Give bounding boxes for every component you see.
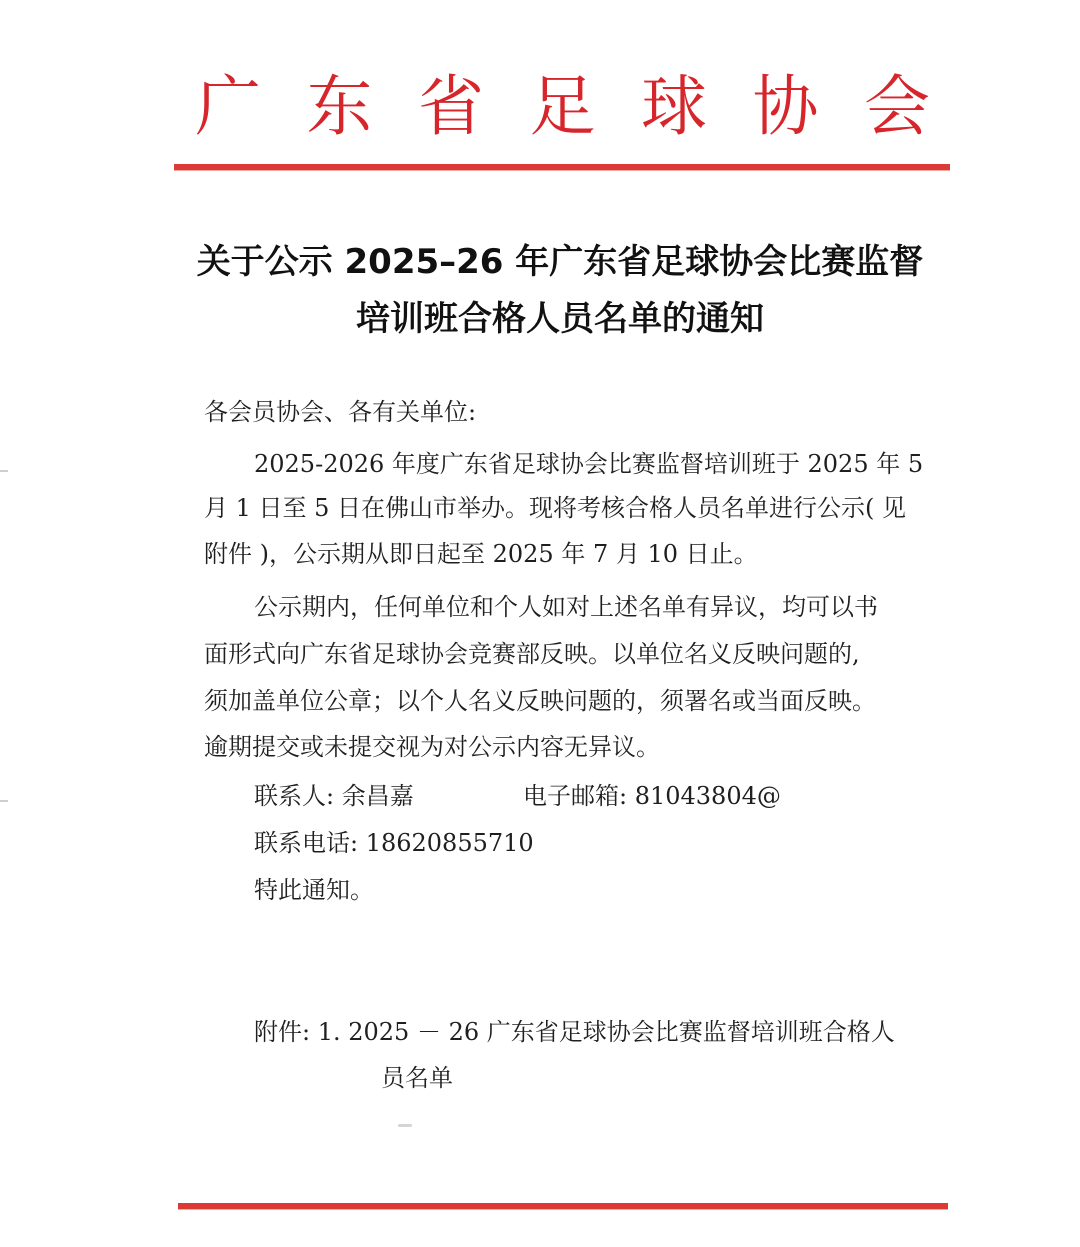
contact-person: 联系人: 余昌嘉: [254, 782, 414, 810]
paragraph-2-line: 公示期内，任何单位和个人如对上述名单有异议，均可以书: [254, 593, 878, 621]
paragraph-1-line: 月 1 日至 5 日在佛山市举办。现将考核合格人员名单进行公示( 见: [204, 494, 907, 522]
scan-speck: [398, 1124, 412, 1127]
letterhead-char: 球: [641, 67, 707, 145]
document-title-line-2: 培训班合格人员名单的通知: [356, 299, 764, 339]
letterhead-char: 省: [418, 67, 484, 145]
paragraph-2-line: 须加盖单位公章；以个人名义反映问题的，须署名或当面反映。: [204, 687, 876, 715]
attachment-line-1: 附件: 1. 2025 － 26 广东省足球协会比赛监督培训班合格人: [254, 1018, 895, 1046]
closing-remark: 特此通知。: [254, 876, 374, 904]
paragraph-1-line: 2025-2026 年度广东省足球协会比赛监督培训班于 2025 年 5: [254, 450, 924, 478]
paragraph-1-line: 附件 )，公示期从即日起至 2025 年 7 月 10 日止。: [204, 540, 758, 568]
contact-phone: 联系电话: 18620855710: [254, 829, 534, 857]
footer-divider: [178, 1203, 948, 1209]
header-divider: [174, 164, 950, 170]
document-title-line-1: 关于公示 2025–26 年广东省足球协会比赛监督: [196, 242, 924, 282]
letterhead: [175, 50, 950, 150]
letterhead-char: 东: [306, 67, 373, 145]
letterhead-char: 足: [529, 67, 596, 145]
attachment-line-2: 员名单: [381, 1064, 453, 1092]
scan-edge-mark: [0, 470, 8, 472]
paragraph-2-line: 逾期提交或未提交视为对公示内容无异议。: [204, 733, 660, 761]
scan-edge-mark: [0, 800, 8, 802]
paragraph-2-line: 面形式向广东省足球协会竞赛部反映。以单位名义反映问题的,: [204, 640, 860, 668]
letterhead-char: 协: [752, 67, 819, 145]
letterhead-char: 会: [864, 67, 930, 145]
salutation: 各会员协会、各有关单位:: [204, 398, 477, 426]
contact-email: 电子邮箱: 81043804@: [523, 782, 781, 810]
letterhead-char: 广: [195, 67, 261, 145]
